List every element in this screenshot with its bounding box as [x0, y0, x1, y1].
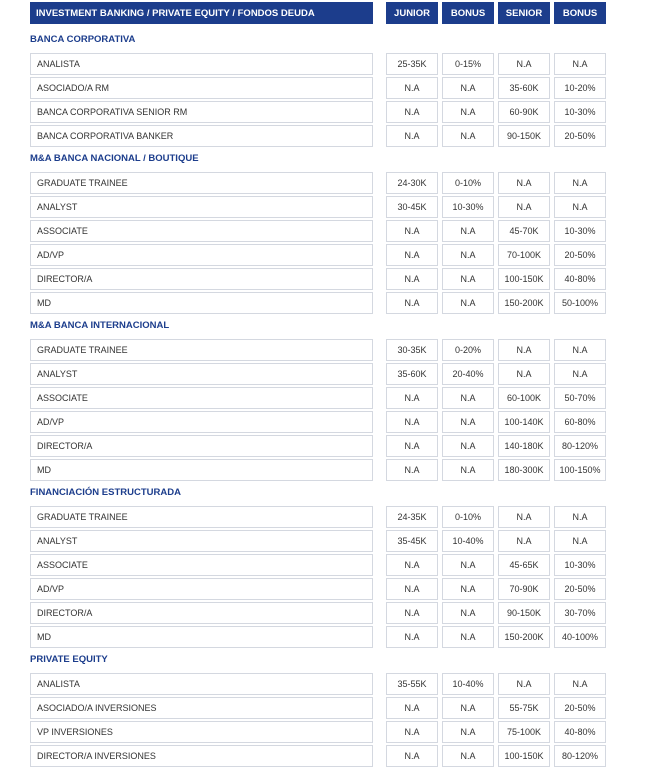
cell-bonus-senior: 20-50%: [554, 578, 606, 600]
cell-role: GRADUATE TRAINEE: [30, 172, 373, 194]
cell-bonus-senior: 20-50%: [554, 125, 606, 147]
table-section: [30, 483, 614, 648]
cell-bonus-junior: N.A: [442, 626, 494, 648]
cell-junior: N.A: [386, 626, 438, 648]
cell-bonus-senior: 10-30%: [554, 220, 606, 242]
cell-senior: 70-90K: [498, 578, 550, 600]
cell-senior: 100-140K: [498, 411, 550, 433]
table-row: [30, 411, 614, 433]
table-section: [30, 316, 614, 481]
cell-junior: N.A: [386, 602, 438, 624]
table-row: [30, 339, 614, 361]
cell-bonus-junior: 0-10%: [442, 172, 494, 194]
cell-bonus-junior: N.A: [442, 411, 494, 433]
cell-senior: 90-150K: [498, 602, 550, 624]
header-bonus-senior: BONUS: [554, 2, 606, 24]
cell-role: ASOCIADO/A INVERSIONES: [30, 697, 373, 719]
cell-senior: N.A: [498, 530, 550, 552]
header-title: INVESTMENT BANKING / PRIVATE EQUITY / FONDOS DEUDA: [30, 2, 373, 24]
table-row: [30, 387, 614, 409]
cell-bonus-senior: 40-80%: [554, 268, 606, 290]
cell-role: ANALISTA: [30, 53, 373, 75]
table-row: [30, 363, 614, 385]
section-title: PRIVATE EQUITY: [30, 654, 108, 665]
cell-role: MD: [30, 459, 373, 481]
cell-junior: N.A: [386, 77, 438, 99]
cell-senior: N.A: [498, 506, 550, 528]
cell-bonus-junior: N.A: [442, 721, 494, 743]
table-row: [30, 268, 614, 290]
cell-role: ANALISTA: [30, 673, 373, 695]
cell-bonus-senior: 20-50%: [554, 244, 606, 266]
cell-bonus-senior: N.A: [554, 196, 606, 218]
cell-junior: N.A: [386, 745, 438, 767]
cell-bonus-junior: N.A: [442, 459, 494, 481]
cell-bonus-junior: N.A: [442, 387, 494, 409]
cell-junior: N.A: [386, 268, 438, 290]
cell-senior: 90-150K: [498, 125, 550, 147]
section-title: M&A BANCA NACIONAL / BOUTIQUE: [30, 153, 199, 164]
cell-senior: N.A: [498, 53, 550, 75]
cell-bonus-senior: 10-20%: [554, 77, 606, 99]
table-section: [30, 30, 614, 147]
cell-role: BANCA CORPORATIVA SENIOR RM: [30, 101, 373, 123]
cell-senior: 150-200K: [498, 292, 550, 314]
cell-bonus-junior: N.A: [442, 244, 494, 266]
cell-bonus-senior: N.A: [554, 673, 606, 695]
cell-bonus-junior: N.A: [442, 697, 494, 719]
cell-junior: 30-35K: [386, 339, 438, 361]
cell-junior: N.A: [386, 244, 438, 266]
table-row: [30, 435, 614, 457]
cell-junior: 24-30K: [386, 172, 438, 194]
table-row: [30, 578, 614, 600]
cell-role: AD/VP: [30, 411, 373, 433]
table-row: [30, 721, 614, 743]
table-row: [30, 673, 614, 695]
cell-bonus-senior: 10-30%: [554, 554, 606, 576]
cell-role: MD: [30, 292, 373, 314]
cell-junior: N.A: [386, 578, 438, 600]
salary-table: [30, 2, 614, 769]
table-row: [30, 697, 614, 719]
table-section: [30, 650, 614, 767]
cell-senior: 140-180K: [498, 435, 550, 457]
table-row: [30, 244, 614, 266]
table-row: [30, 745, 614, 767]
table-row: [30, 220, 614, 242]
cell-bonus-junior: N.A: [442, 220, 494, 242]
table-row: [30, 196, 614, 218]
table-row: [30, 506, 614, 528]
cell-bonus-junior: 10-30%: [442, 196, 494, 218]
cell-bonus-senior: N.A: [554, 339, 606, 361]
cell-bonus-junior: N.A: [442, 554, 494, 576]
table-row: [30, 602, 614, 624]
cell-junior: 25-35K: [386, 53, 438, 75]
cell-junior: N.A: [386, 220, 438, 242]
cell-bonus-junior: 0-20%: [442, 339, 494, 361]
cell-bonus-junior: N.A: [442, 125, 494, 147]
cell-role: ANALYST: [30, 196, 373, 218]
cell-role: DIRECTOR/A: [30, 435, 373, 457]
cell-bonus-junior: N.A: [442, 578, 494, 600]
cell-bonus-junior: 0-10%: [442, 506, 494, 528]
cell-bonus-senior: 10-30%: [554, 101, 606, 123]
cell-senior: 55-75K: [498, 697, 550, 719]
cell-bonus-senior: 100-150%: [554, 459, 606, 481]
cell-junior: N.A: [386, 292, 438, 314]
cell-senior: 100-150K: [498, 745, 550, 767]
cell-junior: N.A: [386, 721, 438, 743]
section-title: BANCA CORPORATIVA: [30, 34, 136, 45]
cell-role: AD/VP: [30, 578, 373, 600]
cell-junior: 35-45K: [386, 530, 438, 552]
cell-senior: 60-90K: [498, 101, 550, 123]
table-row: [30, 530, 614, 552]
cell-junior: N.A: [386, 125, 438, 147]
table-row: [30, 292, 614, 314]
cell-bonus-senior: N.A: [554, 506, 606, 528]
cell-role: GRADUATE TRAINEE: [30, 506, 373, 528]
cell-senior: 45-65K: [498, 554, 550, 576]
cell-senior: N.A: [498, 339, 550, 361]
cell-junior: 30-45K: [386, 196, 438, 218]
table-row: [30, 626, 614, 648]
table-row: [30, 101, 614, 123]
table-row: [30, 554, 614, 576]
cell-junior: 24-35K: [386, 506, 438, 528]
cell-bonus-senior: 20-50%: [554, 697, 606, 719]
cell-senior: N.A: [498, 172, 550, 194]
cell-bonus-junior: N.A: [442, 745, 494, 767]
table-sections: [30, 30, 614, 767]
cell-senior: 45-70K: [498, 220, 550, 242]
cell-senior: N.A: [498, 196, 550, 218]
section-title: FINANCIACIÓN ESTRUCTURADA: [30, 487, 181, 498]
cell-bonus-junior: 0-15%: [442, 53, 494, 75]
cell-role: ANALYST: [30, 530, 373, 552]
cell-role: BANCA CORPORATIVA BANKER: [30, 125, 373, 147]
cell-bonus-junior: N.A: [442, 268, 494, 290]
section-title: M&A BANCA INTERNACIONAL: [30, 320, 170, 331]
cell-role: DIRECTOR/A: [30, 268, 373, 290]
cell-role: ASSOCIATE: [30, 554, 373, 576]
cell-junior: N.A: [386, 697, 438, 719]
cell-junior: N.A: [386, 411, 438, 433]
cell-role: ANALYST: [30, 363, 373, 385]
table-header: [30, 2, 614, 24]
cell-bonus-senior: 80-120%: [554, 745, 606, 767]
cell-role: GRADUATE TRAINEE: [30, 339, 373, 361]
cell-junior: N.A: [386, 459, 438, 481]
cell-bonus-senior: 80-120%: [554, 435, 606, 457]
cell-junior: 35-60K: [386, 363, 438, 385]
cell-bonus-junior: N.A: [442, 602, 494, 624]
cell-bonus-senior: 40-80%: [554, 721, 606, 743]
table-row: [30, 125, 614, 147]
cell-junior: 35-55K: [386, 673, 438, 695]
cell-role: DIRECTOR/A: [30, 602, 373, 624]
cell-bonus-junior: 10-40%: [442, 530, 494, 552]
cell-bonus-junior: N.A: [442, 101, 494, 123]
cell-role: VP INVERSIONES: [30, 721, 373, 743]
cell-bonus-junior: N.A: [442, 292, 494, 314]
cell-senior: N.A: [498, 673, 550, 695]
cell-junior: N.A: [386, 435, 438, 457]
cell-senior: 180-300K: [498, 459, 550, 481]
table-row: [30, 77, 614, 99]
cell-senior: 100-150K: [498, 268, 550, 290]
table-row: [30, 53, 614, 75]
cell-bonus-junior: 20-40%: [442, 363, 494, 385]
cell-bonus-junior: 10-40%: [442, 673, 494, 695]
header-junior: JUNIOR: [386, 2, 438, 24]
cell-bonus-senior: 50-70%: [554, 387, 606, 409]
cell-bonus-senior: N.A: [554, 530, 606, 552]
cell-senior: 35-60K: [498, 77, 550, 99]
cell-bonus-senior: 60-80%: [554, 411, 606, 433]
table-section: [30, 149, 614, 314]
cell-senior: 150-200K: [498, 626, 550, 648]
cell-role: ASSOCIATE: [30, 387, 373, 409]
cell-senior: 70-100K: [498, 244, 550, 266]
cell-junior: N.A: [386, 554, 438, 576]
cell-bonus-senior: N.A: [554, 363, 606, 385]
table-row: [30, 172, 614, 194]
cell-senior: 75-100K: [498, 721, 550, 743]
cell-bonus-junior: N.A: [442, 77, 494, 99]
cell-bonus-senior: 30-70%: [554, 602, 606, 624]
cell-senior: N.A: [498, 363, 550, 385]
cell-bonus-senior: N.A: [554, 172, 606, 194]
cell-bonus-senior: N.A: [554, 53, 606, 75]
cell-bonus-senior: 40-100%: [554, 626, 606, 648]
cell-role: ASOCIADO/A RM: [30, 77, 373, 99]
cell-senior: 60-100K: [498, 387, 550, 409]
cell-role: DIRECTOR/A INVERSIONES: [30, 745, 373, 767]
cell-junior: N.A: [386, 101, 438, 123]
header-senior: SENIOR: [498, 2, 550, 24]
cell-role: MD: [30, 626, 373, 648]
cell-role: AD/VP: [30, 244, 373, 266]
cell-role: ASSOCIATE: [30, 220, 373, 242]
cell-bonus-junior: N.A: [442, 435, 494, 457]
cell-bonus-senior: 50-100%: [554, 292, 606, 314]
table-row: [30, 459, 614, 481]
cell-junior: N.A: [386, 387, 438, 409]
header-bonus-junior: BONUS: [442, 2, 494, 24]
